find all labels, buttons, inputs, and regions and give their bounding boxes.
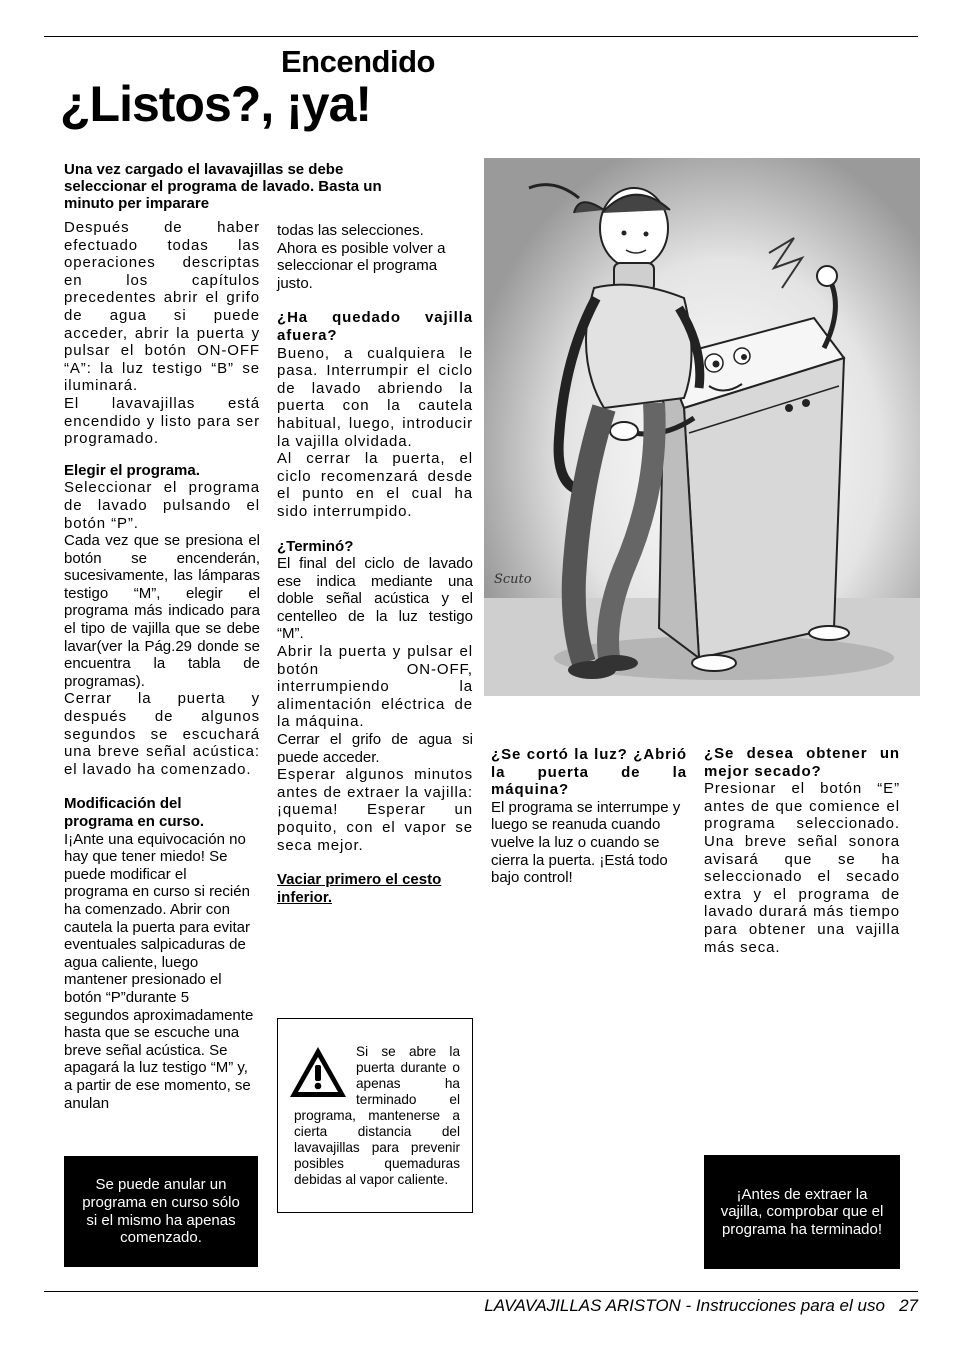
paragraph: Abrir la puerta y pulsar el botón ON-OFF, interrumpiendo la alimentación eléctrica de la máquina.: [277, 643, 473, 731]
column-1: [64, 219, 260, 1112]
footer-text: LAVAVAJILLAS ARISTON - Instrucciones para el uso 27: [484, 1296, 918, 1315]
column-2: [277, 222, 473, 906]
section-heading: Modificación del programa en curso.: [64, 795, 205, 830]
paragraph: Al cerrar la puerta, el ciclo recomenzará desde el punto en el cual ha sido interrumpido.: [277, 450, 473, 520]
section-heading: ¿Se desea obtener un mejor secado?: [704, 745, 900, 780]
paragraph: El programa se interrumpe y luego se reanuda cuando vuelve la luz o cuando se cierra la puerta. ¡Está todo bajo control!: [491, 798, 681, 887]
paragraph: Cerrar la puerta y después de algunos segundos se escuchará una breve señal acústica: el lavado ha comenzado.: [64, 690, 260, 778]
note-text: Se puede anular un programa en curso sólo si el mismo ha apenas comenzado.: [82, 1176, 240, 1247]
intro-text: Una vez cargado el lavavajillas se debe seleccionar el programa de lavado. Basta un minuto per imparare: [64, 161, 382, 212]
paragraph: Seleccionar el programa de lavado pulsando el botón “P”.: [64, 479, 260, 532]
section-heading: ¿Se cortó la luz? ¿Abrió la puerta de la máquina?: [491, 746, 687, 799]
warning-box: [277, 1018, 473, 1213]
illustration-signature: Scuto: [494, 572, 532, 587]
section-heading: Elegir el programa.: [64, 461, 200, 479]
paragraph: El lavavajillas está encendido y listo para ser programado.: [64, 394, 260, 448]
note-text: ¡Antes de extraer la vajilla, comprobar que el programa ha terminado!: [720, 1185, 884, 1238]
note-box-check: [704, 1155, 900, 1269]
bottom-rule: [44, 1291, 918, 1292]
paragraph: Cerrar el grifo de agua si puede acceder.: [277, 731, 473, 766]
paragraph: Presionar el botón “E” antes de que comience el programa seleccionado. Una breve señal sonora avisará que se ha seleccionado el secado extra y el programa de lavado durará más tiempo para obtener una vajilla más seca.: [704, 780, 900, 956]
section-heading: Vaciar primero el cesto inferior.: [277, 871, 442, 906]
paragraph: El final del ciclo de lavado ese indica mediante una doble señal acústica y el centelleo de la luz testigo “M”.: [277, 555, 473, 643]
section-heading: ¿Terminó?: [277, 537, 354, 555]
column-4: [704, 745, 900, 956]
top-rule: [44, 36, 918, 37]
paragraph: Cada vez que se presiona el botón se encenderán, sucesivamente, las lámparas testigo “M”, elegir el programa más indicado para el tipo de vajilla que se debe lavar(ver la Pág.29 donde se encuentra la tabla de programas).: [64, 532, 260, 690]
paragraph: I¡Ante una equivocación no hay que tener miedo! Se puede modificar el programa en curso si recién ha comenzado. Abrir con cautela la puerta para evitar eventuales salpicaduras de agua caliente, luego mantener presionado el botón “P”durante 5 segundos aproximadamente hasta que se escuche una breve señal acústica. Se apagará la luz testigo “M” y, a partir de ese momento, se anulan: [64, 830, 254, 1112]
paragraph: Después de haber efectuado todas las operaciones descriptas en los capítulos precedentes abrir el grifo de agua si puede acceder, abrir la puerta y pulsar el botón ON-OFF “A”: la luz testigo “B” se iluminará.: [64, 219, 260, 395]
paragraph: Bueno, a cualquiera le pasa. Interrumpir el ciclo de lavado abriendo la puerta con la cautela habitual, luego, introducir la vajilla olvidada.: [277, 344, 473, 450]
paragraph: todas las selecciones. Ahora es posible volver a seleccionar el programa justo.: [277, 222, 446, 292]
paragraph: Esperar algunos minutos antes de extraer la vajilla: ¡quema! Esperar un poquito, con el vapor se seca mejor.: [277, 766, 473, 854]
section-heading: ¿Ha quedado vajilla afuera?: [277, 309, 473, 344]
note-box-cancel: [64, 1156, 258, 1267]
page-title: ¿Listos?, ¡ya!: [60, 76, 372, 132]
illustration-woman-dishwasher: [484, 158, 920, 696]
page-subtitle: Encendido: [281, 44, 435, 79]
column-3: [491, 746, 687, 887]
warning-text: Si se abre la puerta durante o apenas ha terminado el programa, mantenerse a cierta distancia del lavavajillas para prevenir posibles quemaduras debidas al vapor caliente.: [294, 1044, 460, 1187]
